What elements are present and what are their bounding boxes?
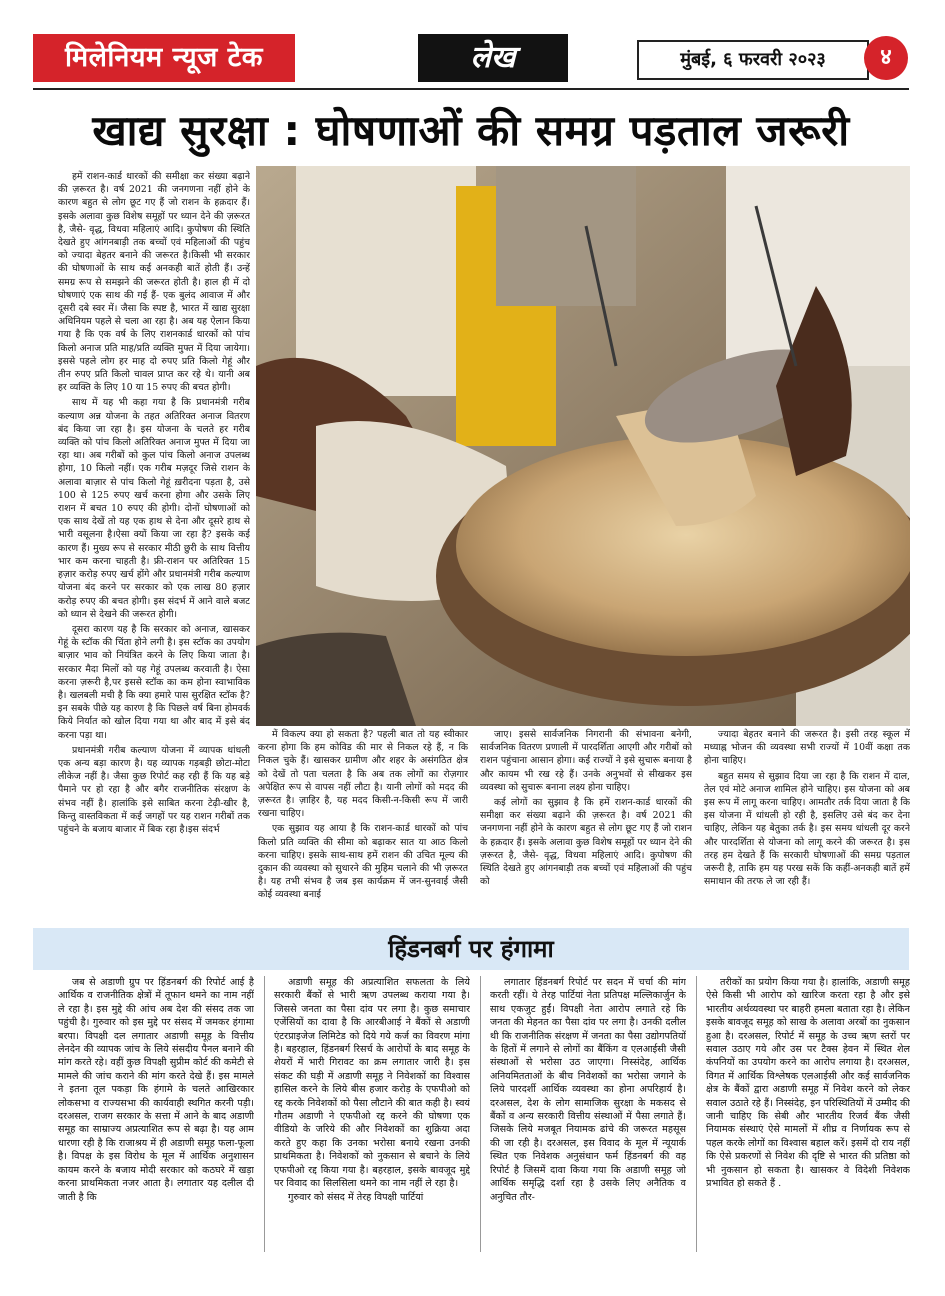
paragraph: लगातार हिंडनबर्ग रिपोर्ट पर सदन में चर्चा की मांग करती रहीं। ये तेरह पार्टियां नेता प्रतिपक्ष मल्लिकार्जुन के साथ एकजुट हुईं। विपक्षी नेता आरोप लगाते रहे कि जनता की मेहनत का पैसा दांव पर लगा है। उनकी दलील थी कि राजनीतिक संरक्षण में जनता का पैसा उद्योगपतियों के हितों में लगाने से लोगों का बैंकिंग व एलआईसी जैसी संस्थाओं से भरोसा उठ जाएगा। निस्संदेह, आर्थिक अनियमितताओं के बीच निवेशकों का भरोसा जगाने के लिये पारदर्शी आर्थिक व्यवस्था का होना अपरिहार्य है। दरअसल, देश के लोग सामाजिक सुरक्षा के मकसद से बैंकों व अन्य सरकारी वित्तीय संस्थाओं में पैसा लगाते हैं। जिसके लिये मजबूत नियामक ढांचे की जरूरत महसूस की जा रही है। दरअसल, इस विवाद के मूल में न्यूयार्क स्थित एक निवेशक अनुसंधान फर्म हिंडनबर्ग की वह रिपोर्ट है जिसमें दावा किया गया कि अडाणी समूह जो आर्थिक समृद्धि दर्शा रहा है उसके लिए अनैतिक व अनुचित तौर- [490,977,686,1203]
paragraph: तरीकों का प्रयोग किया गया है। हालांकि, अडाणी समूह ऐसे किसी भी आरोप को खारिज करता रहा है और इसे भारतीय अर्थव्यवस्था पर बाहरी हमला बताता रहा है। लेकिन इसके बावजूद समूह को साख के अलावा अरबों का नुकसान हुआ है। दरअसल, रिपोर्ट में समूह के उच्च ऋण स्तरों पर सवाल उठाए गये और उस पर टैक्स हेवन में स्थित शेल कंपनियों का उपयोग करने का आरोप लगाया है। दरअसल, विगत में आर्थिक विश्लेषक एलआईसी और कई सार्वजनिक क्षेत्र के बैंकों द्वारा अडाणी समूह में निवेश करने को लेकर सवाल उठाते रहे हैं। निस्संदेह, इन परिस्थितियों में उम्मीद की जानी चाहिए कि सेबी और भारतीय रिजर्व बैंक जैसी नियामक संस्थाएं ऐसे मामलों में शीघ्र व निर्णायक रूप से पहल करके लोगों का विश्वास बहाल करें। इसमें दो राय नहीं कि ऐसे प्रकरणों से निवेश की दृष्टि से भारत की प्रतिष्ठा को भी नुकसान हो सकता है। खासकर वे विदेशी निवेशक प्रभावित हो सकते हैं . [706,977,910,1190]
column-divider [696,976,697,1252]
paragraph: बहुत समय से सुझाव दिया जा रहा है कि राशन में दाल, तेल एवं मोटे अनाज शामिल होने चाहिए। इस योजना को अब इस रूप में लागू करना चाहिए। आमतौर तर्क दिया जाता है कि इस योजना में धांधली हो रही है, इसलिए उसे बंद कर देना चाहिए, लेकिन यह बेतुका तर्क है। इस समय धांधली दूर करने और पारदर्शिता से योजना को लागू करने की जरूरत है। इस तरह हम देखते हैं कि सरकारी घोषणाओं की समग्र पड़ताल जरूरी है, ताकि हम यह परख सकें कि कहीं-अनकही बातें हमें समाधान की तरफ ले जा रही हैं। [704,770,910,888]
paragraph: हमें राशन-कार्ड धारकों की समीक्षा कर संख्या बढ़ाने की ज़रूरत है। वर्ष 2021 की जनगणना नहीं होने के कारण बहुत से लोग छूट गए हैं जो राशन के हक़दार हैं। इसके अलावा कुछ विशेष समूहों पर ध्यान देने की ज़रूरत है, जैसे- वृद्ध, विधवा महिलाएं आदि। कुपोषण की स्थिति देखते हुए आंगनबाड़ी तक बच्चों एवं महिलाओं की पहुंच को ज्यादा बेहतर बनाने की जरूरत है।किसी भी सरकार की घोषणाओं के साथ कई अनकही बातें होती हैं। उन्हें समग्र रूप से समझने की जरूरत होती है। हाल ही में दो घोषणाएं एक साथ की गई हैं- एक बुलंद आवाज में और दूसरी दबे स्वर में। जैसा कि स्पष्ट है, भारत में खाद्य सुरक्षा अधिनियम पहले से चला आ रहा है। अब यह ऐलान किया गया है कि एक वर्ष के लिए राशनकार्ड धारकों को पांच किलो अनाज प्रति माह/प्रति व्यक्ति मुफ्त में दिया जायेगा। इससे पहले लोग हर माह दो रुपए प्रति किलो गेहूं और तीन रुपए प्रति किलो चावल प्राप्त कर रहे थे। यानी अब हर व्यक्ति के लिए 10 या 15 रुपए की बचत होगी। [58,171,250,394]
paragraph: जब से अडाणी ग्रुप पर हिंडनबर्ग की रिपोर्ट आई है आर्थिक व राजनीतिक क्षेत्रों में तूफान थमने का नाम नहीं ले रहा है। इस मुद्दे की आंच अब देश की संसद तक जा पहुंची है। गुरुवार को इस मुद्दे पर संसद में जमकर हंगामा बरपा। विपक्षी दल लगातार अडाणी समूह के वित्तीय लेनदेन की व्यापक जांच के लिये संसदीय पैनल बनाने की मांग करते रहे। वहीं कुछ विपक्षी सुप्रीम कोर्ट की कमेटी से मामले की जांच कराने की मांग करते देखे हैं। इस मामले ने इतना तूल पकड़ा कि हंगामे के चलते आखिरकार लोकसभा व राज्यसभा की कार्यवाही स्थगित करनी पड़ी। दरअसल, राजग सरकार के सत्ता में आने के बाद अडाणी समूह का साम्राज्य अप्रत्याशित रूप से बढ़ा है। यह आम धारणा रही है कि राजाश्रय में ही अडाणी समूह फला-फूला है। विपक्ष के इस विरोध के मूल में आर्थिक अनुशासन कायम करने के बजाय मोदी सरकार को कठघरे में खड़ा करना प्राथमिकता नजर आता है। लगातार यह दलील दी जाती है कि [58,977,254,1203]
article2-banner [33,928,909,970]
masthead [33,34,909,84]
article-headline: खाद्य सुरक्षा : घोषणाओं की समग्र पड़ताल जरूरी [92,106,850,155]
grain-weighing-photo [256,166,910,726]
article2-column-3 [490,976,686,1252]
paragraph: अडाणी समूह की अप्रत्याशित सफलता के लिये सरकारी बैंकों से भारी ऋण उपलब्ध कराया गया है। जिससे जनता का पैसा दांव पर लगा है। कुछ समाचार एजेंसियों का दावा है कि आरबीआई ने बैंकों से अडाणी एंटरप्राइजेज लिमिटेड को दिये गये कर्ज का विवरण मांगा है। बहरहाल, हिंडनबर्ग रिसर्च के आरोपों के बाद समूह के शेयरों में भारी गिरावट का क्रम लगातार जारी है। इस संकट की घड़ी में अडाणी समूह ने निवेशकों का विश्वास हासिल करने के लिये बीस हजार करोड़ के एफपीओ को रद्द करके निवेशकों को पैसा लौटाने की बात कही है। स्वयं गौतम अडाणी ने एफपीओ रद्द करने की घोषणा एक वीडियो के जरिये की और निवेशकों का शुक्रिया अदा करते हुए कहा कि उनका भरोसा बनाये रखना उनकी प्राथमिकता है। निवेशकों को नुकसान से बचाने के लिये एफपीओ रद्द किया गया है। बहरहाल, इसके बावजूद मुद्दे पर विवाद का सिलसिला थमने का नाम नहीं ले रहा है। [274,977,470,1190]
article2-column-2 [274,976,470,1252]
paragraph: साथ में यह भी कहा गया है कि प्रधानमंत्री गरीब कल्याण अन्न योजना के तहत अतिरिक्त अनाज वितरण बंद किया जा रहा है। इस योजना के चलते हर गरीब व्यक्ति को पांच किलो अतिरिक्त अनाज मुफ्त में दिया जा रहा था। अब गरीबों को कुल पांच किलो अनाज उपलब्ध होगा, 10 किलो नहीं। एक गरीब मज़दूर जिसे राशन के अलावा बाज़ार से पांच किलो गेहूं ख़रीदना पड़ता है, उसे 100 से 125 रुपए खर्च करना होगा और उसके लिए राशन में बचत 10 रुपए की होगी। दोनों घोषणाओं को एक साथ देखें तो यह एक हाथ से देना और दूसरे हाथ से भारी वसूलना है।ऐसा क्यों किया जा रहा है? इसके कई कारण हैं। मुख्य रूप से सरकार मीठी छुरी के साथ वित्तीय भार कम करना चाहती है। फ्री-राशन पर अतिरिक्त 15 हज़ार करोड़ रुपए खर्च होंगे और प्रधानमंत्री गरीब कल्याण योजना बंद करने पर सरकार को एक लाख 80 हज़ार करोड़ रुपए की बचत होगी। इस संदर्भ में आने वाले बजट को ध्यान से देखने की जरूरत होगी। [58,397,250,620]
column-divider [264,976,265,1252]
grain-photo-illustration [256,166,910,726]
article1-column-3 [480,728,692,922]
paragraph: में विकल्प क्या हो सकता है? पहली बात तो यह स्वीकार करना होगा कि हम कोविड की मार से निकल रहे हैं, न कि निकल चुके हैं। खासकर ग्रामीण और शहर के असंगठित क्षेत्र को देखें तो पता चलता है कि अब तक लोगों का रोज़गार अपेक्षित रूप से वापस नहीं लौटा है। यानी लोगों को मदद की ज़रूरत है। ज़ाहिर है, यह मदद किसी-न-किसी रूप में जारी रखना चाहिए। [258,729,468,820]
masthead-divider [33,88,909,90]
section-label: लेख [418,34,568,82]
dateline: मुंबई, ६ फरवरी २०२३ [637,40,869,80]
paragraph: एक सुझाव यह आया है कि राशन-कार्ड धारकों को पांच किलो प्रति व्यक्ति की सीमा को बढ़ाकर सात या आठ किलो करना चाहिए। इसके साथ-साथ हमें राशन की उचित मूल्य की दुकान की व्यवस्था को सुधारने की मुहिम चलाने की भी ज़रूरत है। यह तभी संभव है जब इस कार्यक्रम में जन-सुनवाई जैसी कोई व्यवस्था बनाई [258,823,468,901]
page-number: ४ [864,36,908,80]
article1-column-2 [258,728,468,922]
article1-column-4 [704,728,910,922]
article2-title: हिंडनबर्ग पर हंगामा [388,935,554,963]
article2-column-1 [58,976,254,1252]
paragraph: प्रधानमंत्री गरीब कल्याण योजना में व्यापक धांधली एक अन्य बड़ा कारण है। यह व्यापक गड़बड़ी छोटा-मोटा लीकेज नहीं है। जैसा कुछ रिपोर्ट कह रही हैं कि यह बड़े पैमाने पर हो रहा है और बगैर राजनीतिक संरक्षण के संभव नहीं है। हालांकि इसे साबित करना टेढ़ी-खीर है, किन्तु वास्तविकता में कई जगहों पर यह राशन गरीबों तक पहुंचने के बजाय बाजार में बिक रहा है।इस संदर्भ [58,744,250,835]
column-divider [480,976,481,1252]
paragraph: गुरुवार को संसद में तेरह विपक्षी पार्टियां [288,1191,424,1203]
paragraph: जाए। इससे सार्वजनिक निगरानी की संभावना बनेगी, सार्वजनिक वितरण प्रणाली में पारदर्शिता आएगी और गरीबों को राशन पहुंचाना आसान होगा। कई राज्यों ने इसे सुचारू बनाया है और कायम भी रख रहे हैं। उनके अनुभवों से सीखकर इस व्यवस्था को सुचारू बनाना लक्ष्य होना चाहिए। [480,729,692,793]
article1-column-1 [58,170,250,922]
paragraph: कई लोगों का सुझाव है कि हमें राशन-कार्ड धारकों की समीक्षा कर संख्या बढ़ाने की ज़रूरत है। वर्ष 2021 की जनगणना नहीं होने के कारण बहुत से लोग छूट गए हैं जो राशन के हक़दार हैं। इसके अलावा कुछ विशेष समूहों पर ध्यान देने की ज़रूरत है, जैसे- वृद्ध, विधवा महिलाएं आदि। कुपोषण की स्थिति देखते हुए आंगनबाड़ी तक बच्चों एवं महिलाओं की पहुंच को [480,797,692,888]
newspaper-brand: मिलेनियम न्यूज टेक [33,34,295,82]
article2-column-4 [706,976,910,1252]
paragraph: ज्यादा बेहतर बनाने की जरूरत है। इसी तरह स्कूल में मध्याह्न भोजन की व्यवस्था सभी राज्यों में 10वीं कक्षा तक होना चाहिए। [704,729,910,767]
paragraph: दूसरा कारण यह है कि सरकार को अनाज, खासकर गेहूं के स्टॉक की चिंता होने लगी है। इस स्टॉक का उपयोग बाज़ार भाव को नियंत्रित करने के लिए किया जाता है। सरकार मैदा मिलों को यह गेहूं उपलब्ध करवाती है। ऐसा करना ज़रूरी है,पर इससे स्टॉक का कम होना स्वाभाविक है। खलबली मची है कि क्या हमारे पास सुरक्षित स्टॉक है? इन सबके पीछे यह कारण है कि पिछले वर्ष बिना होमवर्क किये निर्यात को खोल दिया गया था और बाद में इसे बंद करना पड़ा था। [58,623,250,741]
